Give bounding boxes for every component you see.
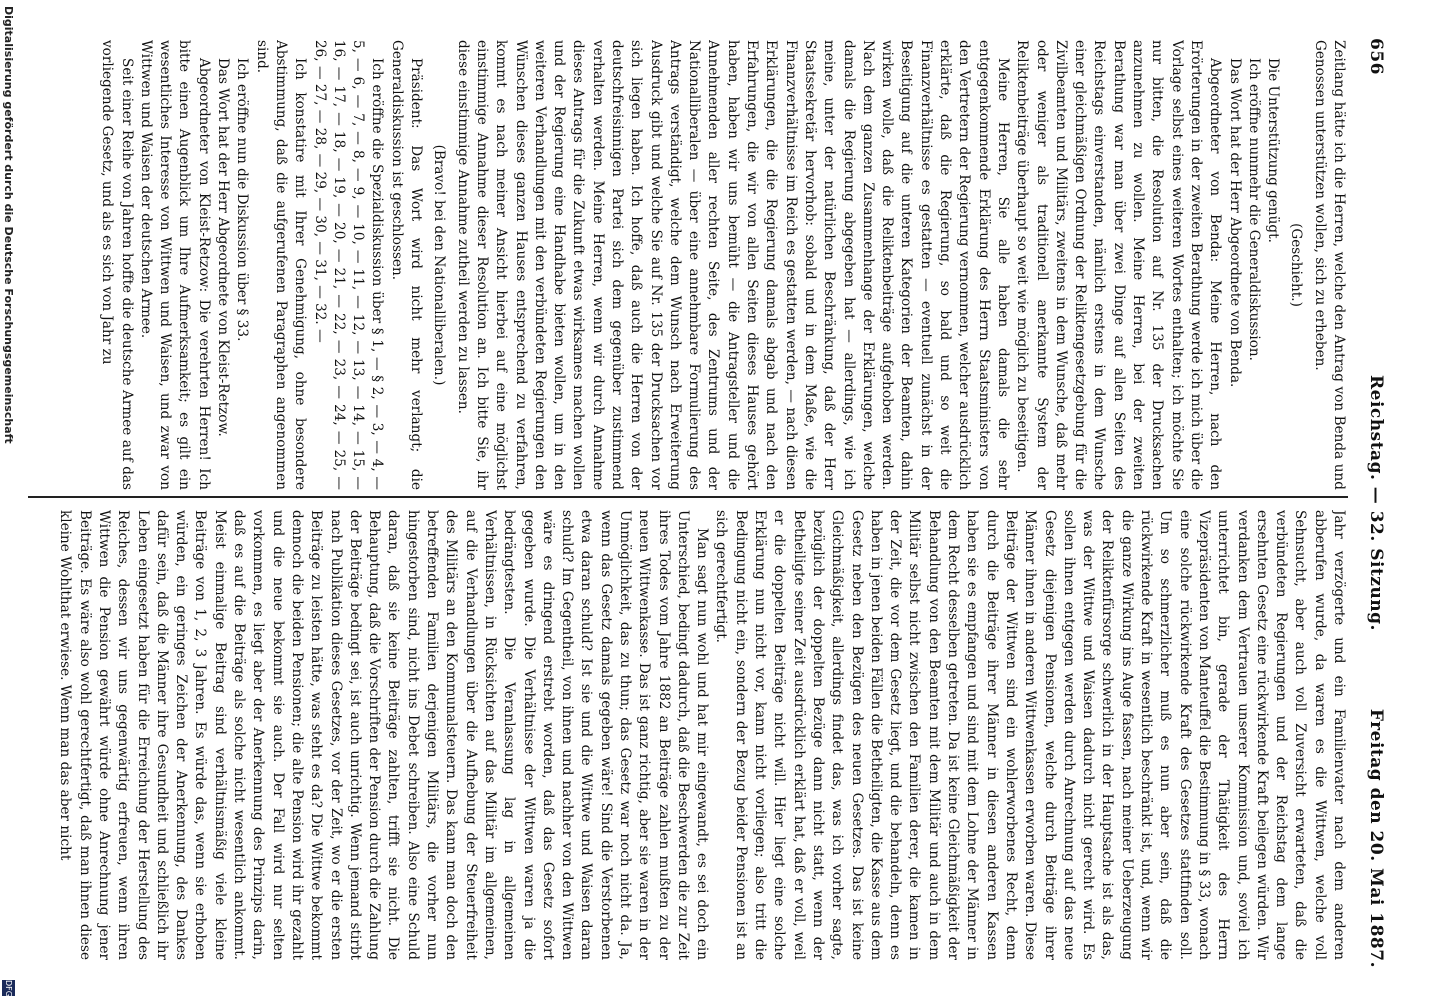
- page-number: 656: [1366, 38, 1386, 75]
- paragraph: Ich eröffne nunmehr die Generaldiskussion.: [1245, 58, 1262, 361]
- page-header: [1358, 38, 1388, 968]
- speech-paragraph: Abgeordneter von Kleist-Retzow: Die verehrten Herren! Ich bitte einen Augenblick um Ihre Aufmerksamkeit; es gilt ein wesentliches Interesse von Wittwen und Waisen, und zwar von Wittwen und Waisen der deutschen Armee.: [137, 40, 212, 490]
- paragraph: Zeitlang hätte ich die Herren, welche den Antrag von Benda und Genossen unterstützen wollen, sich zu erheben.: [1311, 40, 1347, 490]
- funding-credit: Digitalisierung gefördert durch die Deutsche Forschungsgemeinschaft: [2, 6, 15, 444]
- speech-paragraph: Jahr verzögerte und ein Familienvater nach dem anderen abberufen wurde, da waren es die Wittwen, welche voll Sehnsucht, aber auch voll Zuversicht erwarteten, daß die verbündeten Regierungen und der Reichstag dem lange ersehnten Gesetz eine rückwirkende Kraft beilegen würden. Wir verdanken dem Vertrauen unserer Kommission und, soviel ich unterrichtet bin, gerade der Thätigkeit des Herrn Vizepräsidenten von Manteuffel die Bestimmung in § 33, wonach eine solche rückwirkende Kraft des Gesetzes stattfinden soll. Um so schmerzlicher muß es nun aber sein, daß die rückwirkende Kraft in wesentlich beschränkt ist, und, wenn wir die ganze Wirkung ins Auge fassen, nach meiner Ueberzeugung der Reliktenfürsorge schwerlich in der Hauptsache ist als das, was der Wittwe und Waisen dadurch nicht gerecht wird. Es sollen ihnen entgegen werden durch Anrechnung auf das neue Gesetz diejenigen Pensionen, welche durch Beiträge ihrer Männer ihnen in anderen Wittwenkassen erworben waren. Diese Beiträge der Wittwen sind ein wohlerworbenes Recht, denn durch die Beiträge ihrer Männer in diesen anderen Kassen haben sie es empfangen und sind mit dem Lohne der Männer in dem Recht desselben getreten. Da ist keine Gleichmäßigkeit der Behandlung von den Beamten mit dem Militär und auch in dem Militär selbst nicht zwischen den Familien derer, die kamen in der Zeit, die vor dem Gesetz liegt, und die behandeln, denn es haben in jenen beiden Fällen die Betheiligten, die Kasse aus dem Gesetz neben den Bezügen des neuen Gesetzes. Das ist keine Gleichmäßigkeit, allerdings findet das, was ich vorher sagte, bezüglich der doppelten Bezüge dann nicht statt, wenn der Betheiligte seiner Zeit ausdrücklich erklärt hat, daß er voll, weil er die doppelten Beiträge nicht will. Hier liegt eine solche Erklärung nun nicht vor, kann nicht vorliegen; also tritt die Bedingung nicht ein, sondern der Bezug beider Pensionen ist an sich gerechtfertigt.: [713, 510, 1347, 960]
- paragraph: Ich eröffne nun die Diskussion über § 33.: [234, 58, 251, 342]
- speech-paragraph: Präsident: Das Wort wird nicht mehr verlangt; die Generaldiskussion ist geschlossen.: [388, 40, 425, 490]
- digitization-footer: [0, 0, 15, 1000]
- left-column: [18, 40, 1348, 490]
- speech-paragraph: Meine Herren, Sie alle haben damals die sehr entgegenkommende Erklärung des Herrn Staatsministers von den Vertretern der Regierung vernommen, welcher ausdrücklich erklärte, daß die Regierung, so bald und so weit die Finanzverhältnisse es gestatten — eventuell zunächst in der Beseitigung auf die unteren Kategorien der Beamten, dahin wirken wolle, daß die Reliktenbeiträge aufgehoben werden. Nach dem ganzen Zusammenhange der Erklärungen, welche damals die Regierung abgegeben hat — allerdings, wie ich meine, unter der natürlichen Beschränkung, daß der Herr Staatssekretär hervorhob: sobald und in dem Maße, wie die Finanzverhältnisse im Reich es gestatten werden, — nach diesen Erklärungen, die die Regierung damals abgab und nach den Erfahrungen, die wir von allen Seiten dieses Hauses gehört haben, haben wir uns bemüht — die Antragsteller und die Annehmenden aller rechten Seite, des Zentrums und der Nationalliberalen — über eine annehmbare Formulierung des Antrags verständigt, welche dem Wunsch nach Erweiterung Ausdruck gibt und welche Sie auf Nr. 135 der Drucksachen vor sich liegen haben. Ich hoffe, daß auch die Herren von der deutschfreisinnigen Partei sich dem gegenüber zustimmend verhalten werden. Meine Herren, wenn wir durch Annahme dieses Antrags für die Zukunft etwas wirksames machen wollen und der Regierung eine Handhabe bieten wollen, um in den weiteren Verhandlungen mit den verbündeten Regierungen den Wünschen dieses ganzen Hauses entsprechend zu verfahren, kommt es nach meiner Ansicht hierbei auf eine möglichst einstimmige Annahme dieser Resolution an. Ich bitte Sie, ihr diese einstimmige Annahme zutheil werden zu lassen.: [454, 40, 1011, 490]
- speech-paragraph: Abgeordneter von Benda: Meine Herren, nach den Erörterungen in der zweiten Berathung werde ich mich über die Vorlage selbst eines weiteren Wortes enthalten; ich möchte Sie nur bitten, die Resolution auf Nr. 135 der Drucksachen anzunehmen zu wollen. Meine Herren, bei der zweiten Berathung war man über zwei Dinge auf allen Seiten des Reichstags einverstanden, nämlich erstens in dem Wunsche einer gleichmäßigen Ordnung der Reliktengesetzgebung für die Zivilbeamten und Militärs, zweitens in dem Wunsche, daß mehr oder weniger als traditionell anerkannte System der Reliktenbeiträge überhaupt so weit wie möglich zu beseitigen.: [1014, 40, 1224, 490]
- paragraph: Das Wort hat der Herr Abgeordnete von Kleist-Retzow.: [215, 58, 232, 437]
- session-date: Freitag den 20. Mai 1887.: [1366, 708, 1386, 968]
- paragraph: Das Wort hat der Herr Abgeordnete von Benda.: [1226, 58, 1243, 388]
- paragraph: Die Unterstützung genügt.: [1265, 58, 1282, 243]
- speech-paragraph: Seit einer Reihe von Jahren hoffte die deutsche Armee auf das vorliegende Gesetz, und als es sich von Jahr zu: [99, 40, 135, 490]
- stage-direction: (Bravo! bei den Nationalliberalen.): [431, 144, 448, 386]
- right-column: [18, 510, 1348, 960]
- page-title: Reichstag. — 32. Sitzung.: [1366, 375, 1386, 631]
- speech-paragraph: Man sagt nun wohl und hat mir eingewandt, es sei doch ein Unterschied, bedingt dadurch, daß die Beschwerden die zur Zeit ihres Todes vom Jahre 1882 an Beiträge zahlen mußten zu der neuen Wittwenkasse. Das ist ganz richtig, aber sie waren in der Unmöglichkeit, das zu thun; das Gesetz war noch nicht da. Ja, wenn das Gesetz damals gegeben wäre! Sind die Verstorbenen etwa daran schuld? Ist sie und die Wittwe und Waisen daran schuld? Im Gegentheil, von ihnen und nachher von den Wittwen wäre es dringend erstrebt worden, daß das Gesetz sofort gegeben wurde. Die Verhältnisse der Wittwen waren ja die bedrängtesten. Die Veranlassung lag in allgemeinen Verhältnissen, in Rücksichten auf das Militär im allgemeinen, auf die Verhandlungen über die Aufhebung der Steuerfreiheit des Militärs an den Kommunalsteuern. Das kann man doch den betreffenden Familien derjenigen Militärs, die vorher nun hingestorben sind, nicht ins Debet schreiben. Also eine Schuld daran, daß sie keine Beiträge zahlten, trifft sie nicht. Die Behauptung, daß die Vorschriften der Pension durch die Zahlung der Beiträge bedingt sei, ist auch unrichtig. Wenn jemand stirbt nach Publikation dieses Gesetzes, vor der Zeit, wo er die ersten Beiträge zu leisten hätte, was steht es da? Die Wittwe bekommt dennoch die beiden Pensionen; die alte Pension wird ihr gezahlt und die neue bekommt sie auch. Der Fall wird nur selten vorkommen, es liegt aber der Anerkennung des Prinzips darin, daß es auf die Beiträge als solche nicht wesentlich ankommt. Meist einmalige Beitrag sind verhältnismäßig viele kleine Beiträge von 1, 2, 3 Jahren. Es würde das, wenn sie erhoben würden, ein geringes Zeichen der Anerkennung, des Dankes dafür sein, daß die Männer ihre Gesundheit und schließlich ihr Leben eingesetzt haben für die Erreichung der Herstellung des Reiches, dessen wir uns gegenwärtig erfreuen, wenn ihren Wittwen die Pension gewährt würde ohne Anrechnung jener Beiträge. Es wäre also wohl gerechtfertigt, daß man ihnen diese kleine Wohlthat erwiese. Wenn man das aber nicht: [57, 510, 711, 960]
- column-divider: [28, 496, 1348, 498]
- dfg-logo-icon: DFG: [4, 980, 13, 997]
- paragraph: Ich konstatire mit Ihrer Genehmigung, ohne besondere Abstimmung, daß die aufgerufenen Paragraphen angenommen sind.: [253, 40, 309, 490]
- stage-direction: (Geschieht.): [1288, 223, 1305, 307]
- paragraph: Ich eröffne die Spezialdiskussion über § 1, — § 2, — 3, — 4, — 5, — 6, — 7, — 8, — 9, — 10, — 11, — 12, — 13, — 14, — 15, — 16, — 17, — 18, — 19, — 20, — 21, — 22, — 23, — 24, — 25, — 26, — 27, — 28, — 29, — 30, — 31, — 32. —: [311, 40, 386, 490]
